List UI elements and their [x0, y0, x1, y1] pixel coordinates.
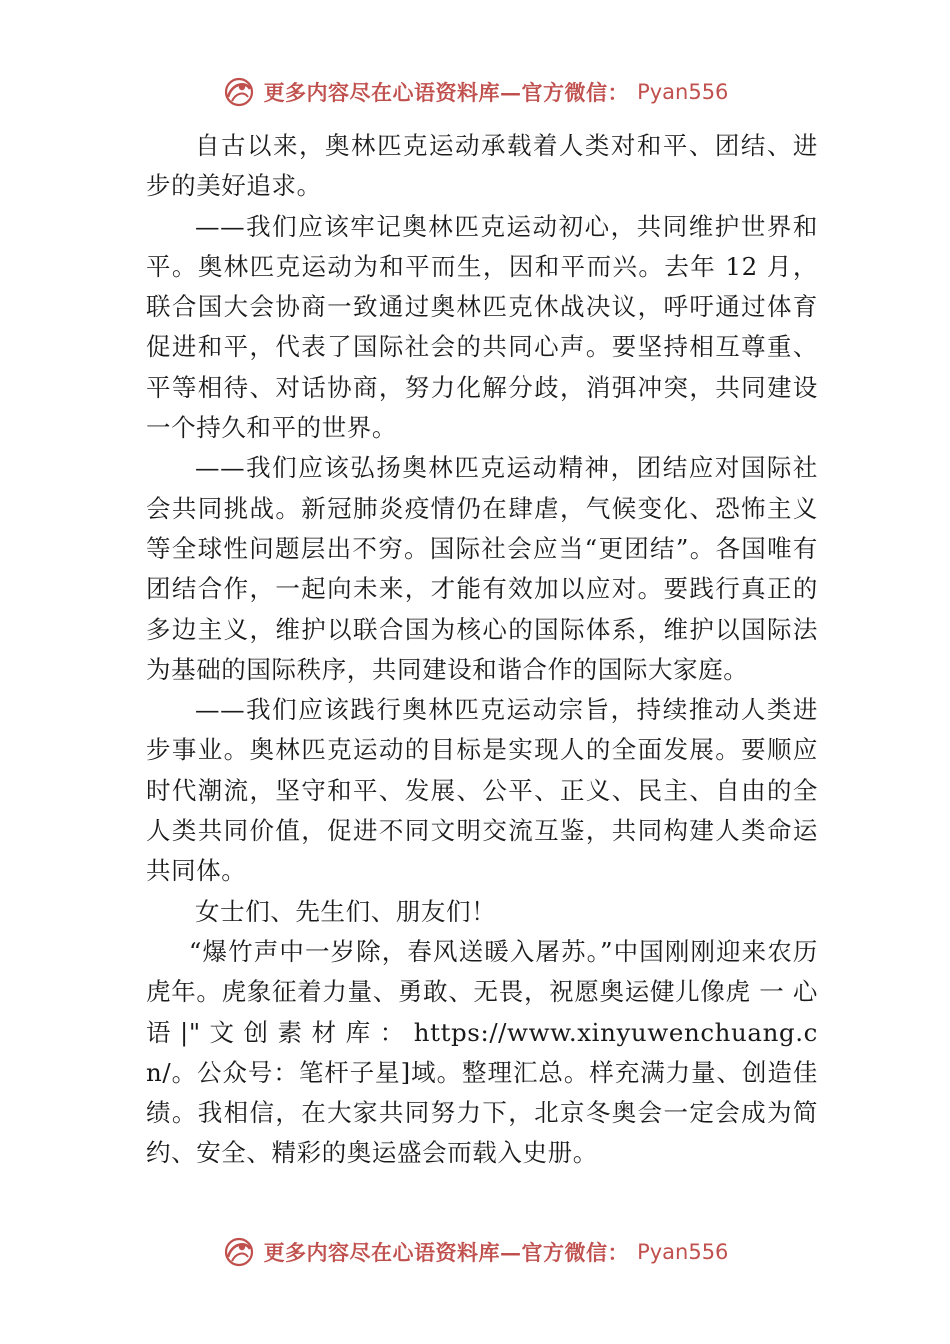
paragraph-6: “爆竹声中一岁除，春风送暖入屠苏。”中国刚刚迎来农历虎年。虎象征着力量、勇敢、无畏，祝愿奥运健儿像虎 一 心 语 |" 文 创 素 材 库 ： https://www.xinyuwenchuang.cn/。公众号：笔杆子星]域。整理汇总。样充满力量、创造佳绩。我相信，在大家共同努力下，北京冬奥会一定会成为简约、安全、精彩的奥运盛会而载入史册。 [146, 936, 818, 1168]
header-banner [0, 72, 950, 112]
paragraph-2: ——我们应该牢记奥林匹克运动初心，共同维护世界和平。奥林匹克运动为和平而生，因和平而兴。去年 12 月，联合国大会协商一致通过奥林匹克休战决议，呼吁通过体育促进和平，代表了国际社会的共同心声。要坚持相互尊重、平等相待、对话协商，努力化解分歧，消弭冲突，共同建设一个持久和平的世界。 [146, 211, 818, 443]
document-body [146, 126, 818, 1174]
footer-banner [0, 1232, 950, 1272]
paragraph-1: 自古以来，奥林匹克运动承载着人类对和平、团结、进步的美好追求。 [146, 131, 818, 201]
header-wechat-id: Pyan556 [637, 80, 729, 104]
footer-wechat-id: Pyan556 [637, 1240, 729, 1264]
swirl-logo-icon [222, 75, 256, 109]
swirl-logo-icon [222, 1235, 256, 1269]
header-banner-text: 更多内容尽在心语资料库—官方微信： [263, 80, 630, 105]
footer-banner-text: 更多内容尽在心语资料库—官方微信： [263, 1240, 630, 1265]
paragraph-4: ——我们应该践行奥林匹克运动宗旨，持续推动人类进步事业。奥林匹克运动的目标是实现人的全面发展。要顺应时代潮流，坚守和平、发展、公平、正义、民主、自由的全人类共同价值，促进不同文明交流互鉴，共同构建人类命运共同体。 [146, 695, 818, 886]
paragraph-5: 女士们、先生们、朋友们！ [195, 896, 497, 926]
paragraph-3: ——我们应该弘扬奥林匹克运动精神，团结应对国际社会共同挑战。新冠肺炎疫情仍在肆虐，气候变化、恐怖主义等全球性问题层出不穷。国际社会应当“更团结”。各国唯有团结合作，一起向未来，才能有效加以应对。要践行真正的多边主义，维护以联合国为核心的国际体系，维护以国际法为基础的国际秩序，共同建设和谐合作的国际大家庭。 [146, 453, 818, 684]
